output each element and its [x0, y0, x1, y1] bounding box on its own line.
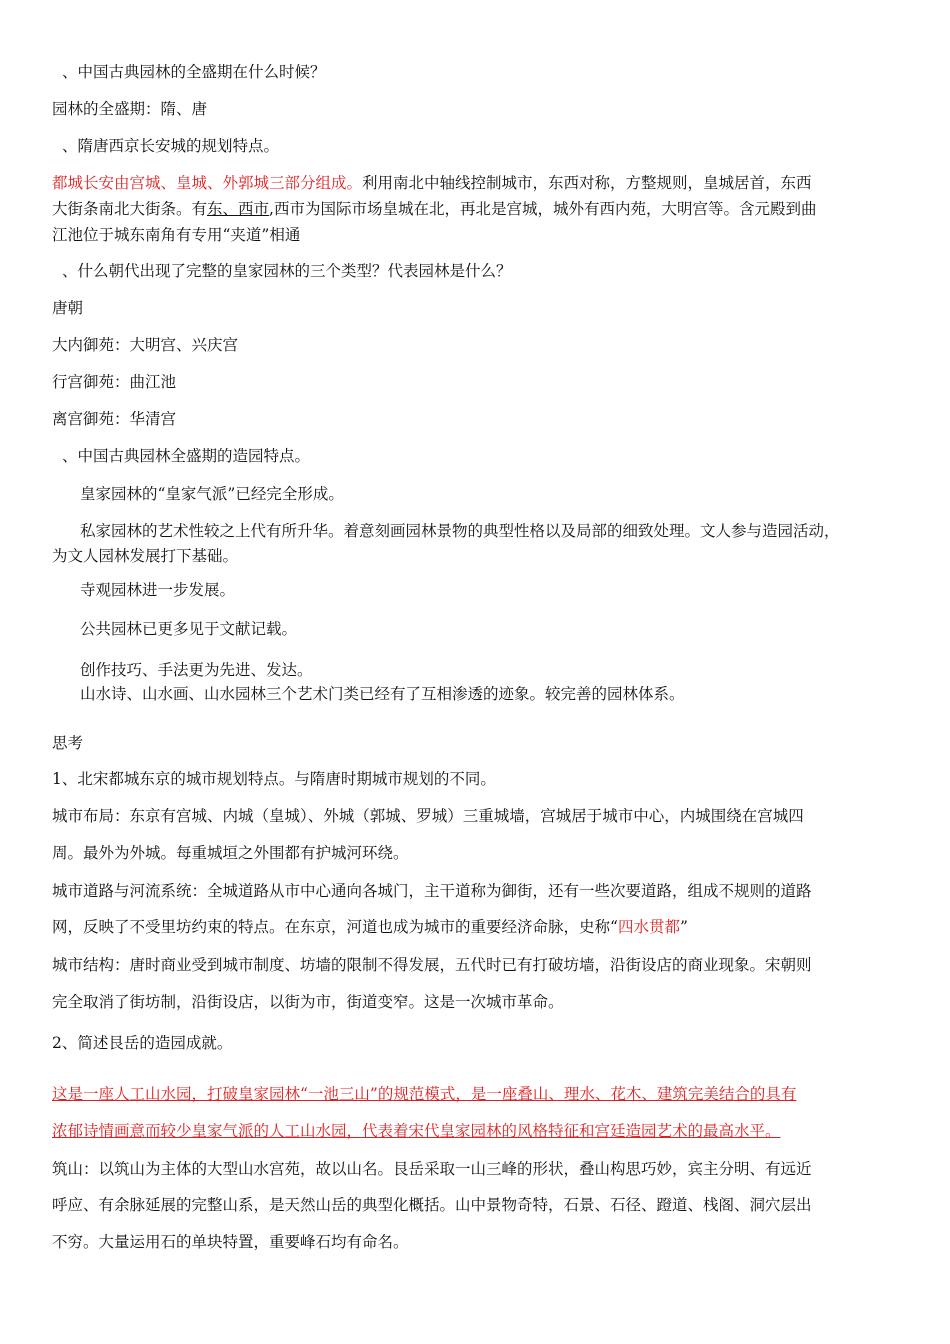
paragraph-line: 周。最外为外城。每重城垣之外围都有护城河环绕。 [52, 844, 409, 862]
question-title: 、隋唐西京长安城的规划特点。 [62, 137, 280, 155]
answer-text: 离宫御苑：华清宫 [52, 410, 177, 428]
section-heading: 思考 [52, 734, 84, 752]
answer-text: 园林的全盛期：隋、唐 [52, 100, 208, 118]
paragraph-line: 山水诗、山水画、山水园林三个艺术门类已经有了互相渗透的迹象。较完善的园林体系。 [80, 685, 685, 703]
paragraph-text: 利用南北中轴线控制城市，东西对称，方整规则，皇城居首，东西 [362, 174, 812, 192]
paragraph-line: 城市道路与河流系统：全城道路从市中心通向各城门，主干道称为御街，还有一些次要道路，组成不规则的道路 [52, 882, 812, 900]
paragraph-line: 为文人园林发展打下基础。 [52, 547, 239, 565]
paragraph-text: 网，反映了不受里坊约束的特点。在东京，河道也成为城市的重要经济命脉，史称“ [52, 918, 618, 936]
paragraph-line: 筑山：以筑山为主体的大型山水宫苑，故以山名。艮岳采取一山三峰的形状，叠山构思巧妙，宾主分明、有远近 [52, 1160, 812, 1178]
paragraph-text: ” [679, 918, 688, 936]
highlight-text: 四水贯都 [617, 918, 680, 936]
paragraph-line: 寺观园林进一步发展。 [80, 581, 236, 599]
question-title: 1、北宋都城东京的城市规划特点。与隋唐时期城市规划的不同。 [52, 770, 496, 788]
question-title: 2、简述艮岳的造园成就。 [52, 1034, 233, 1052]
paragraph-line [52, 170, 910, 196]
paragraph-line: 皇家园林的“皇家气派”已经完全形成。 [80, 485, 344, 503]
paragraph-line: 创作技巧、手法更为先进、发达。 [80, 661, 313, 679]
highlight-text: 浓郁诗情画意而较少皇家气派的人工山水园，代表着宋代皇家园林的风格特征和宫廷造园艺术的最高水平。 [52, 1122, 781, 1140]
question-title: 、中国古典园林全盛期的造园特点。 [62, 447, 311, 465]
paragraph-text: 大街条南北大街条。有 [52, 200, 208, 218]
question-title: 、什么朝代出现了完整的皇家园林的三个类型？代表园林是什么？ [62, 262, 512, 280]
paragraph-line: 城市布局：东京有宫城、内城（皇城）、外城（郭城、罗城）三重城墙，宫城居于城市中心，内城围绕在宫城四 [52, 807, 804, 825]
underlined-text: 东、西市 [207, 200, 270, 218]
paragraph-line: 完全取消了街坊制，沿街设店，以街为市，街道变窄。这是一次城市革命。 [52, 993, 564, 1011]
paragraph-line [52, 196, 910, 222]
highlight-text: 这是一座人工山水园，打破皇家园林“一池三山”的规范模式，是一座叠山、理水、花木、建筑完美结合的具有 [52, 1085, 797, 1103]
paragraph-line: 江池位于城东南角有专用“夹道”相通 [52, 226, 301, 244]
paragraph-line: 公共园林已更多见于文献记载。 [80, 620, 298, 638]
paragraph-line [52, 914, 910, 940]
answer-text: 行宫御苑：曲江池 [52, 373, 177, 391]
highlight-text: 都城长安由宫城、皇城、外郭城三部分组成。 [52, 174, 363, 192]
paragraph-line: 私家园林的艺术性较之上代有所升华。着意刻画园林景物的典型性格以及局部的细致处理。文人参与造园活动， [80, 522, 840, 540]
answer-text: 唐朝 [52, 299, 84, 317]
question-title: 、中国古典园林的全盛期在什么时候？ [62, 63, 326, 81]
paragraph-line: 不穷。大量运用石的单块特置，重要峰石均有命名。 [52, 1233, 409, 1251]
answer-text: 大内御苑：大明宫、兴庆宫 [52, 336, 239, 354]
paragraph-line: 呼应、有余脉延展的完整山系，是天然山岳的典型化概括。山中景物奇特，石景、石径、蹬道、栈阁、洞穴层出 [52, 1196, 812, 1214]
paragraph-text: ,西市为国际市场皇城在北，再北是宫城，城外有西内苑，大明宫等。含元殿到曲 [269, 200, 817, 218]
paragraph-line: 城市结构：唐时商业受到城市制度、坊墙的限制不得发展，五代时已有打破坊墙，沿街设店的商业现象。宋朝则 [52, 956, 812, 974]
